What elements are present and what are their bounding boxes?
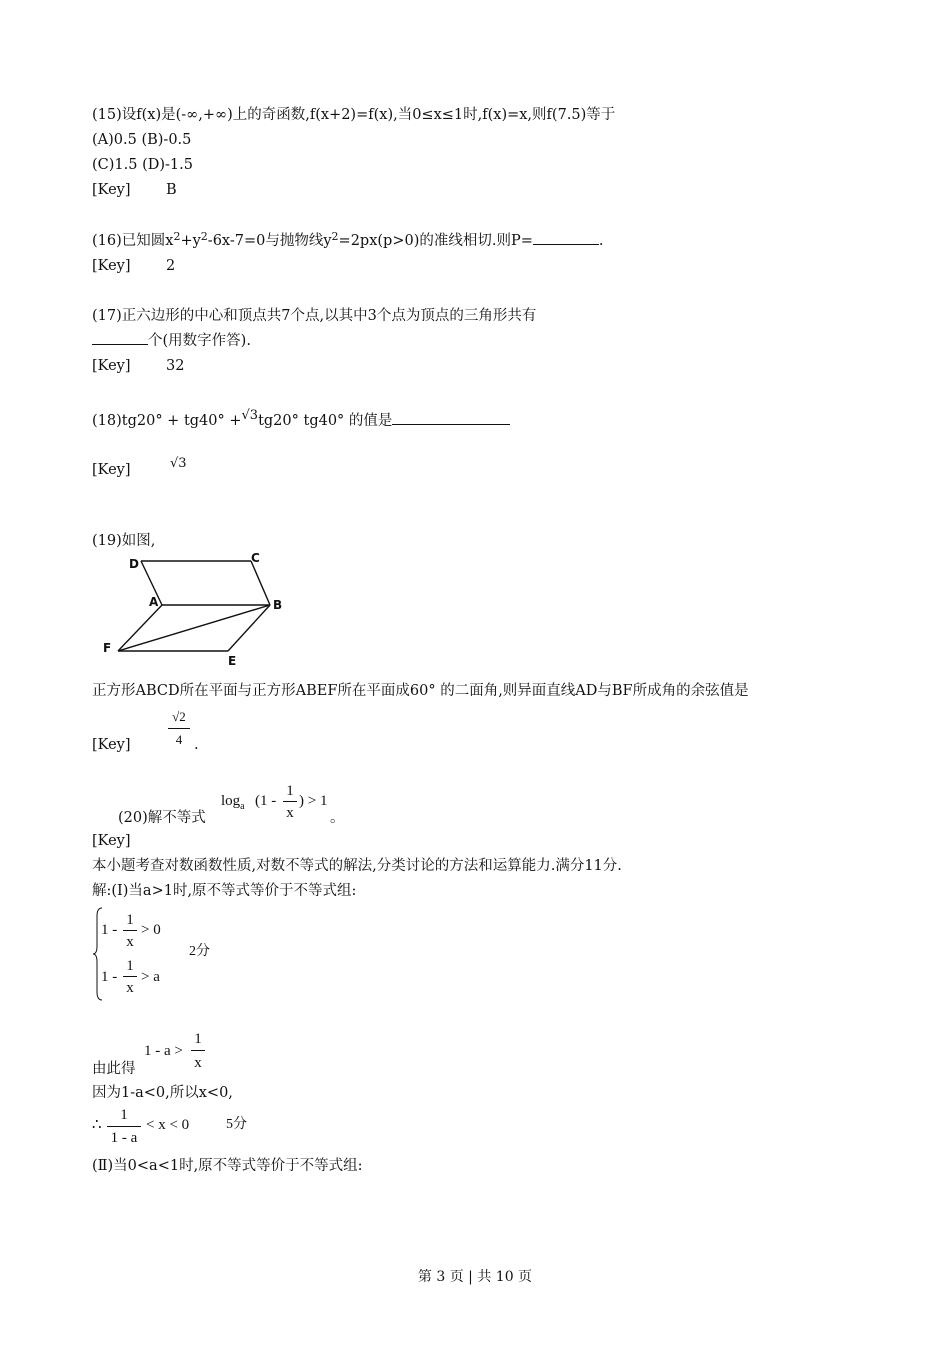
q18-sqrt3: √3 bbox=[241, 408, 259, 423]
q20-frac-den: x bbox=[286, 805, 294, 821]
q20-res-num: 1 bbox=[120, 1107, 128, 1123]
q15-options-row1: (A)0.5 (B)-0.5 bbox=[92, 132, 192, 148]
q19-description: 正方形ABCD所在平面与正方形ABEF所在平面成60° 的二面角,则异面直线AD与BF所成角的余弦值是 bbox=[92, 683, 749, 699]
q20-frac-bar bbox=[283, 801, 297, 802]
q20-system-brace bbox=[92, 906, 104, 1002]
q18-answer-blank bbox=[392, 412, 510, 425]
q17-answer-blank bbox=[92, 332, 148, 345]
q20-because: 因为1-a<0,所以x<0, bbox=[92, 1085, 233, 1101]
q20-sys1-num: 1 bbox=[126, 912, 134, 928]
q20-score1: 2分 bbox=[189, 944, 210, 959]
q16-answer-blank bbox=[533, 232, 599, 245]
q20-sys2-num: 1 bbox=[126, 958, 134, 974]
q20-thus-num: 1 bbox=[194, 1031, 202, 1047]
q17-stem-line2: 个(用数字作答). bbox=[92, 332, 251, 350]
q18-key: √3 bbox=[170, 456, 187, 471]
label-d: D bbox=[129, 557, 139, 571]
q18-key-label: [Key] bbox=[92, 462, 131, 478]
q20-therefore: ∴ bbox=[92, 1117, 102, 1133]
edge-cb bbox=[251, 561, 270, 605]
q20-sys1-left: 1 - bbox=[101, 922, 118, 938]
q19-key-numerator: √2 bbox=[172, 709, 186, 724]
q17-key-label: [Key] bbox=[92, 358, 131, 374]
q20-thus-den: x bbox=[194, 1055, 202, 1071]
label-a: A bbox=[149, 595, 159, 609]
label-e: E bbox=[228, 654, 237, 668]
label-b: B bbox=[273, 598, 283, 612]
q16-key: 2 bbox=[166, 258, 176, 274]
q20-score2: 5分 bbox=[226, 1117, 247, 1132]
q20-thus-expr: 1 - a > bbox=[144, 1043, 183, 1059]
label-f: F bbox=[103, 641, 112, 655]
label-c: C bbox=[251, 551, 260, 565]
q19-figure bbox=[95, 548, 295, 673]
q20-period: 。 bbox=[330, 810, 345, 826]
q20-frac-num: 1 bbox=[286, 783, 294, 799]
q20-expr-right: ) > 1 bbox=[299, 793, 328, 809]
q15-options-row2: (C)1.5 (D)-1.5 bbox=[92, 157, 193, 173]
q20-case2: (Ⅱ)当0<a<1时,原不等式等价于不等式组: bbox=[92, 1158, 363, 1174]
q20-res-bar bbox=[107, 1126, 141, 1127]
q15-key: B bbox=[166, 182, 177, 198]
q19-stem: (19)如图, bbox=[92, 533, 156, 549]
q17-key: 32 bbox=[166, 358, 185, 374]
q20-key-label: [Key] bbox=[92, 833, 131, 849]
q20-case1: 解:(Ⅰ)当a>1时,原不等式等价于不等式组: bbox=[92, 883, 357, 899]
q20-sys2-den: x bbox=[126, 980, 134, 996]
q20-sys2-right: > a bbox=[141, 969, 160, 985]
q19-key-period: . bbox=[194, 737, 199, 753]
q15-key-label: [Key] bbox=[92, 182, 131, 198]
q20-sys2-bar bbox=[123, 976, 137, 977]
q20-log: $\log_a$ bbox=[221, 793, 245, 812]
q20-stem: (20)解不等式 bbox=[118, 810, 206, 826]
q20-expr-left: (1 - bbox=[255, 793, 277, 809]
page-footer: 第 3 页 | 共 10 页 bbox=[417, 1269, 533, 1285]
q16-key-label: [Key] bbox=[92, 258, 131, 274]
q20-res-rest: < x < 0 bbox=[146, 1117, 190, 1133]
q19-key-label: [Key] bbox=[92, 737, 131, 753]
q17-stem: (17)正六边形的中心和顶点共7个点,以其中3个点为顶点的三角形共有 bbox=[92, 308, 537, 324]
q20-intro: 本小题考查对数函数性质,对数不等式的解法,分类讨论的方法和运算能力.满分11分. bbox=[92, 858, 622, 874]
q19-key-fraction-bar bbox=[168, 728, 190, 729]
q18-stem: (18)tg20° + tg40° +√3tg20° tg40° 的值是 bbox=[92, 412, 510, 431]
q20-thus-bar bbox=[191, 1050, 205, 1051]
q15-stem: (15)设f(x)是(-∞,+∞)上的奇函数,f(x+2)=f(x),当0≤x≤1时,f(x)=x,则f(7.5)等于 bbox=[92, 107, 616, 123]
q16-stem: (16)已知圆$x^2+y^2-6x-7=0$与抛物线$y^2=2px(p>0)$的准线相切.则P= . bbox=[92, 230, 604, 249]
q20-sys1-den: x bbox=[126, 934, 134, 950]
q20-sys1-bar bbox=[123, 930, 137, 931]
q20-res-den: 1 - a bbox=[110, 1130, 138, 1146]
q19-key-denominator: 4 bbox=[175, 732, 183, 747]
q20-thus: 由此得 bbox=[92, 1061, 136, 1077]
q20-sys2-left: 1 - bbox=[101, 969, 118, 985]
q20-sys1-right: > 0 bbox=[141, 922, 161, 938]
